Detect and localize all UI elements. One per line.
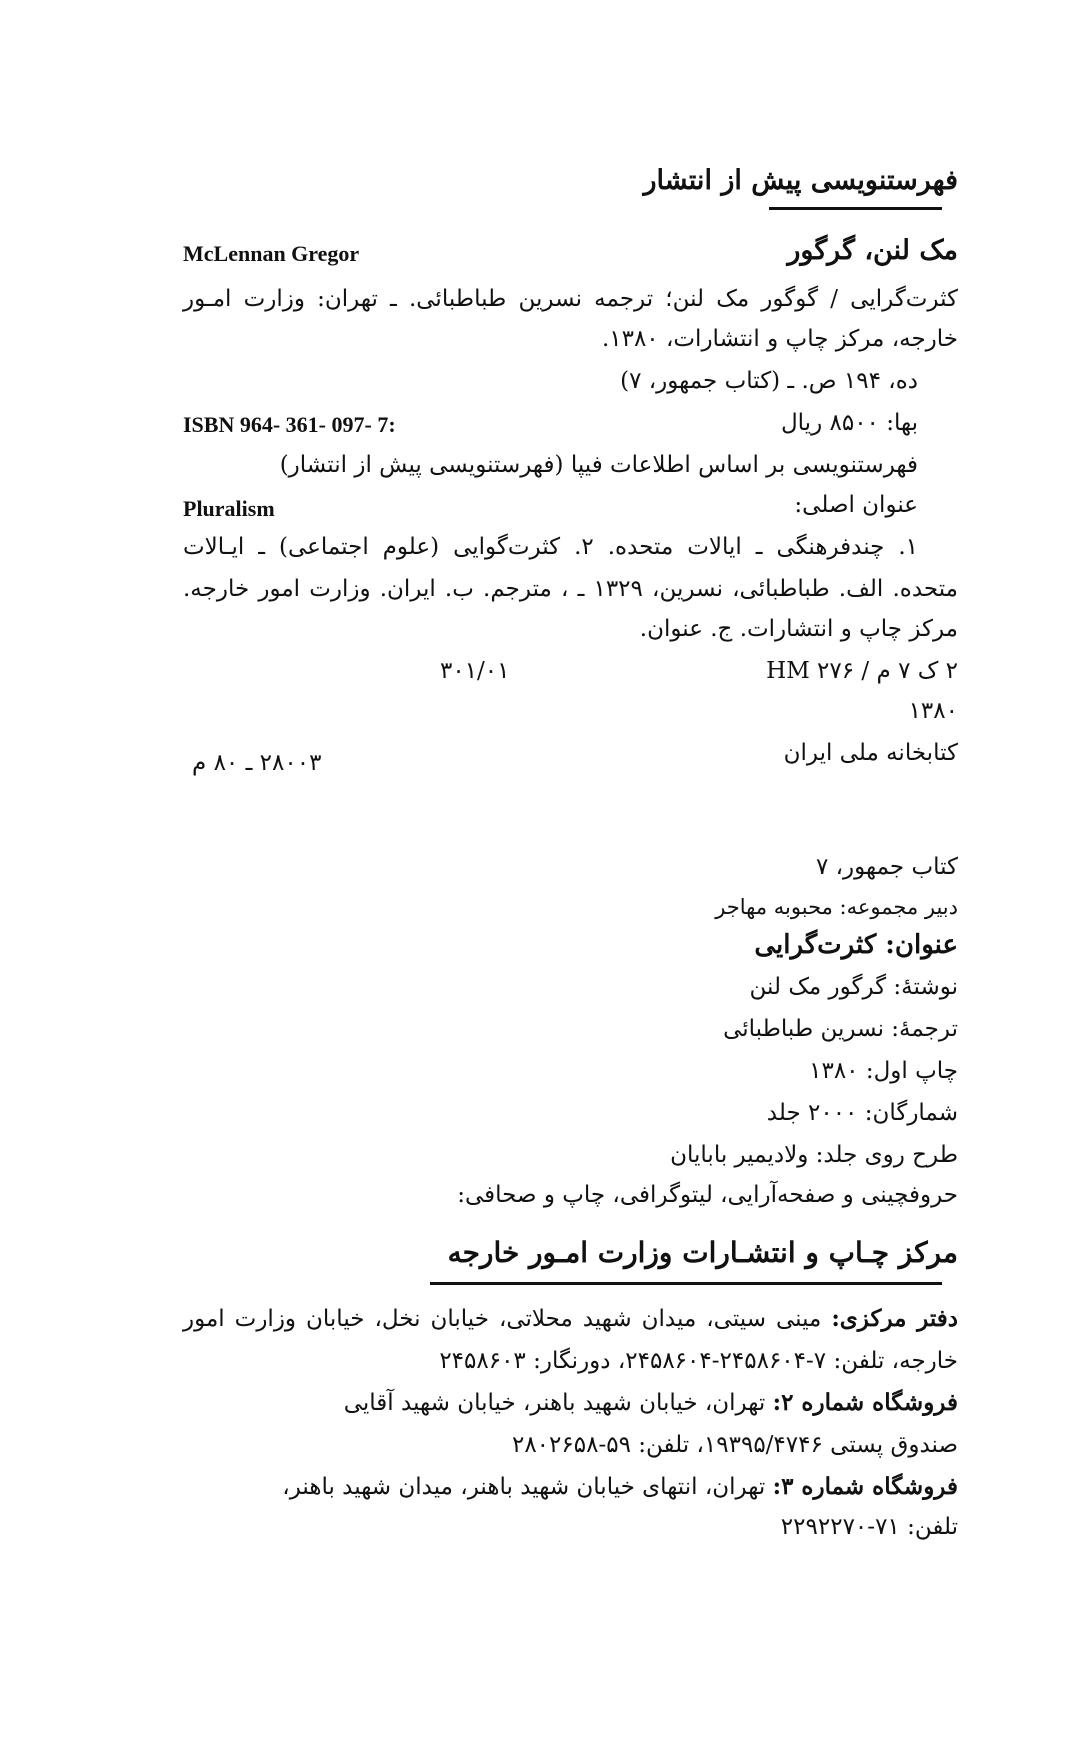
original-title-label: عنوان اصلی: [794,492,918,518]
store-3-phone: تلفن: ۷۱-۲۲۹۲۲۷۰ [780,1514,958,1540]
fipa-note: فهرستنویسی بر اساس اطلاعات فیپا (فهرستنویسی پیش از انتشار) [279,452,918,478]
subjects-line-1: ۱. چندفرهنگی ـ ایالات متحده. ۲. کثرت‌گوایی (علوم اجتماعی) ـ ایـالات [183,534,919,560]
national-bibliography-number: ۲۸۰۰۳ ـ ۸۰ م [192,750,322,776]
store-2-label: فروشگاه شماره ۲: [772,1389,958,1416]
store-2-address: تهران، خیابان شهید باهنر، خیابان شهید آقایی [343,1390,773,1416]
store-3-address: تهران، انتهای خیابان شهید باهنر، میدان شهید باهنر، [282,1474,773,1500]
central-office-line-1 [183,1304,958,1334]
colophon-translator: ترجمهٔ: نسرین طباطبائی [723,1016,958,1042]
store-2-phone: صندوق پستی ۱۹۳۹۵/۴۷۴۶، تلفن: ۵۹-۲۸۰۲۶۵۸ [511,1432,958,1458]
title-statement-line-1: کثرت‌گرایی / گوگور مک لنن؛ ترجمه نسرین طباطبائی. ـ تهران: وزارت امـور [183,286,958,312]
lc-classification: ۲ ک ۷ م / HM ۲۷۶ [766,658,958,684]
central-office-label: دفتر مرکزی: [831,1305,958,1332]
title-statement-line-2: خارجه، مرکز چاپ و انتشارات، ۱۳۸۰. [601,326,958,352]
publisher-name: مرکز چـاپ و انتشـارات وزارت امـور خارجه [447,1236,958,1269]
colophon-author: نوشتهٔ: گرگور مک لنن [749,974,958,1000]
original-title: Pluralism [183,496,275,521]
colophon-cover-design: طرح روی جلد: ولادیمیر بابایان [670,1142,958,1168]
cip-year: ۱۳۸۰ [908,698,958,724]
isbn: ISBN 964- 361- 097- 7: [183,412,396,437]
colophon-title: عنوان: کثرت‌گرایی [754,930,958,960]
price: بها: ۸۵۰۰ ریال [780,410,918,436]
colophon-typesetting: حروفچینی و صفحه‌آرایی، لیتوگرافی، چاپ و صحافی: [457,1182,958,1208]
author-latin: McLennan Gregor [183,241,360,266]
colophon-copies: شمارگان: ۲۰۰۰ جلد [766,1100,958,1126]
national-library: کتابخانه ملی ایران [783,740,958,766]
series-line: کتاب جمهور، ۷ [815,854,958,880]
colophon-edition: چاپ اول: ۱۳۸۰ [809,1058,958,1084]
physical-description: ده، ۱۹۴ ص. ـ (کتاب جمهور، ۷) [620,368,918,394]
subjects-line-2: متحده. الف. طباطبائی، نسرین، ۱۳۲۹ ـ ، مترجم. ب. ایران. وزارت امور خارجه. [183,576,959,602]
author-persian: مک لنن، گرگور [787,235,958,266]
heading-underline [769,207,942,210]
cip-heading: فهرستنویسی پیش از انتشار [643,165,958,196]
store-3 [282,1472,958,1502]
store-2 [344,1388,958,1418]
series-editor: دبیر مجموعه: محبوبه مهاجر [715,895,958,919]
store-3-label: فروشگاه شماره ۳: [772,1473,958,1500]
central-office-phone: خارجه، تلفن: ۷-۲۴۵۸۶۰۴-۲۴۵۸۶۰۴، دورنگار: ۲۴۵۸۶۰۳ [439,1348,958,1374]
dewey-number: ۳۰۱/۰۱ [440,658,510,684]
publisher-underline [430,1282,942,1285]
subjects-line-3: مرکز چاپ و انتشارات. ج. عنوان. [639,616,958,642]
central-office-address: مینی سیتی، میدان شهید محلاتی، خیابان نخل، خیابان وزارت امور [183,1306,832,1332]
